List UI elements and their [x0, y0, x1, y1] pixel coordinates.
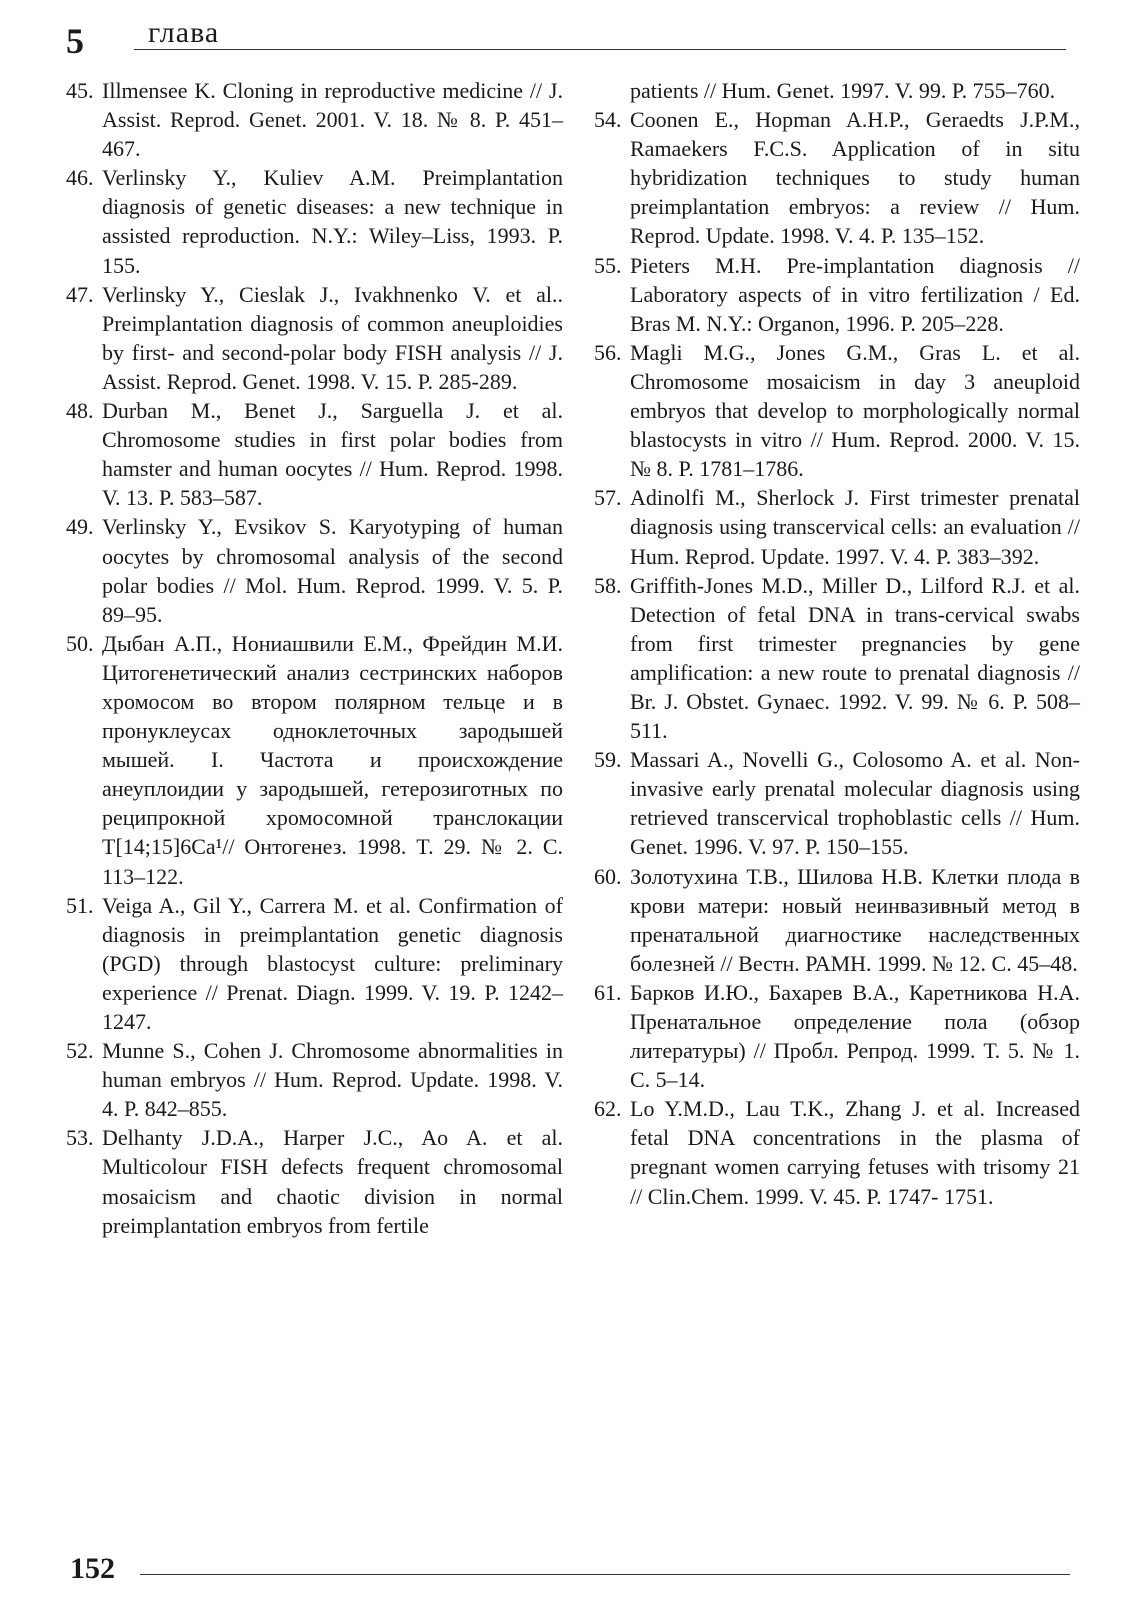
- reference-text: Massari A., Novelli G., Colosomo A. et al. Non-invasive early prenatal molecular diagnosis using retrieved transcervical trophoblastic cells // Hum. Genet. 1996. V. 97. P. 150–155.: [630, 747, 1080, 860]
- reference-number: 47.: [66, 281, 94, 307]
- reference-item: [594, 338, 1080, 483]
- reference-item: [66, 512, 563, 628]
- reference-continuation: patients // Hum. Genet. 1997. V. 99. P. 755–760.: [630, 78, 1056, 103]
- reference-item: [594, 571, 1080, 746]
- reference-item: [594, 251, 1080, 338]
- reference-number: 50.: [66, 630, 94, 656]
- reference-text: Verlinsky Y., Evsikov S. Karyotyping of human oocytes by chromosomal analysis of the second polar bodies // Mol. Hum. Reprod. 1999. V. 5. P. 89–95.: [102, 514, 563, 627]
- reference-item: [66, 76, 563, 163]
- reference-item: [66, 1123, 563, 1239]
- header-rule: [134, 49, 1066, 50]
- chapter-number: 5: [66, 21, 84, 61]
- reference-item: [594, 105, 1080, 250]
- reference-text: Золотухина Т.В., Шилова Н.В. Клетки плода в крови матери: новый неинвазивный метод в пренатальной диагностике наследственных болезней // Вестн. РАМН. 1999. № 12. С. 45–48.: [630, 863, 1080, 976]
- chapter-title: глава: [148, 16, 220, 49]
- reference-number: 59.: [594, 747, 622, 773]
- reference-number: 53.: [66, 1125, 94, 1151]
- reference-number: 52.: [66, 1038, 94, 1064]
- reference-number: 60.: [594, 863, 622, 889]
- chapter-header: [66, 14, 1066, 61]
- reference-item: [66, 629, 563, 891]
- reference-number: 49.: [66, 514, 94, 540]
- reference-number: 58.: [594, 572, 622, 598]
- reference-text: Дыбан А.П., Нониашвили Е.М., Фрейдин М.И. Цитогенетический анализ сестринских наборов хромосом во втором полярном тельце и в пронуклеусах одноклеточных зародышей мышей. I. Частота и происхождение анеуплоидии у зародышей, гетерозиготных по реципрокной хромосомной транслокации T[14;15]6Ca¹// Онтогенез. 1998. T. 29. № 2. C. 113–122.: [102, 630, 563, 889]
- reference-text: Verlinsky Y., Cieslak J., Ivakhnenko V. et al.. Preimplantation diagnosis of common aneuploidies by first- and second-polar body FISH analysis // J. Assist. Reprod. Genet. 1998. V. 15. P. 285-289.: [102, 281, 563, 394]
- reference-item: [66, 891, 563, 1036]
- reference-item: [594, 745, 1080, 861]
- reference-number: 45.: [66, 78, 94, 103]
- reference-text: Барков И.Ю., Бахарев В.А., Каретникова Н.А. Пренатальное определение пола (обзор литературы) // Пробл. Репрод. 1999. Т. 5. № 1. С. 5–14.: [630, 979, 1080, 1093]
- reference-text: Adinolfi M., Sherlock J. First trimester prenatal diagnosis using transcervical cells: an evaluation // Hum. Reprod. Update. 1997. V. 4. P. 383–392.: [630, 485, 1080, 569]
- reference-number: 48.: [66, 398, 94, 424]
- references-left-column: [66, 76, 563, 1240]
- reference-item: [594, 862, 1080, 978]
- reference-number: 46.: [66, 165, 94, 191]
- reference-text: Magli M.G., Jones G.M., Gras L. et al. Chromosome mosaicism in day 3 aneuploid embryos that develop to morphologically normal blastocysts in vitro // Hum. Reprod. 2000. V. 15. № 8. P. 1781–1786.: [630, 339, 1080, 482]
- reference-text: Verlinsky Y., Kuliev A.M. Preimplantation diagnosis of genetic diseases: a new technique in assisted reproduction. N.Y.: Wiley–Liss, 1993. P. 155.: [102, 165, 563, 278]
- reference-number: 56.: [594, 339, 622, 365]
- reference-text: Coonen E., Hopman A.H.P., Geraedts J.P.M., Ramaekers F.C.S. Application of in situ hybridization techniques to study human preimplantation embryos: a review // Hum. Reprod. Update. 1998. V. 4. P. 135–152.: [630, 107, 1080, 249]
- reference-text: Munne S., Cohen J. Chromosome abnormalities in human embryos // Hum. Reprod. Update. 1998. V. 4. P. 842–855.: [102, 1038, 563, 1122]
- page-footer: [70, 1552, 1070, 1592]
- reference-number: 54.: [594, 107, 622, 133]
- reference-number: 51.: [66, 892, 94, 918]
- reference-number: 62.: [594, 1096, 622, 1122]
- reference-text: Griffith-Jones M.D., Miller D., Lilford R.J. et al. Detection of fetal DNA in trans-cervical swabs from first trimester pregnancies by gene amplification: a new route to prenatal diagnosis // Br. J. Obstet. Gynaec. 1992. V. 99. № 6. P. 508–511.: [630, 572, 1080, 744]
- reference-text: Lo Y.M.D., Lau T.K., Zhang J. et al. Increased fetal DNA concentrations in the plasma of pregnant women carrying fetuses with trisomy 21 // Clin.Chem. 1999. V. 45. P. 1747- 1751.: [630, 1096, 1080, 1209]
- reference-text: Delhanty J.D.A., Harper J.C., Ao A. et al. Multicolour FISH defects frequent chromosomal mosaicism and chaotic division in normal preimplantation embryos from fertile: [102, 1125, 563, 1238]
- reference-item: [66, 396, 563, 512]
- reference-number: 61.: [594, 979, 622, 1005]
- reference-text: Pieters M.H. Pre-implantation diagnosis // Laboratory aspects of in vitro fertilization / Ed. Bras M. N.Y.: Organon, 1996. P. 205–228.: [630, 252, 1080, 336]
- reference-number: 55.: [594, 252, 622, 278]
- reference-item: [594, 1094, 1080, 1210]
- page-number: 152: [70, 1552, 115, 1585]
- footer-rule: [140, 1574, 1070, 1575]
- reference-item: [66, 1036, 563, 1123]
- reference-text: Durban M., Benet J., Sarguella J. et al. Chromosome studies in first polar bodies from hamster and human oocytes // Hum. Reprod. 1998. V. 13. P. 583–587.: [102, 398, 563, 511]
- reference-item: [594, 483, 1080, 570]
- reference-number: 57.: [594, 485, 622, 511]
- reference-item: [66, 163, 563, 279]
- reference-text: Veiga A., Gil Y., Carrera M. et al. Confirmation of diagnosis in preimplantation genetic diagnosis (PGD) through blastocyst culture: preliminary experience // Prenat. Diagn. 1999. V. 19. P. 1242–1247.: [102, 892, 563, 1034]
- reference-item: [594, 978, 1080, 1094]
- reference-text: Illmensee K. Cloning in reproductive medicine // J. Assist. Reprod. Genet. 2001. V. 18. № 8. P. 451–467.: [102, 78, 563, 162]
- reference-item: [66, 280, 563, 396]
- references-right-column: [594, 76, 1080, 1211]
